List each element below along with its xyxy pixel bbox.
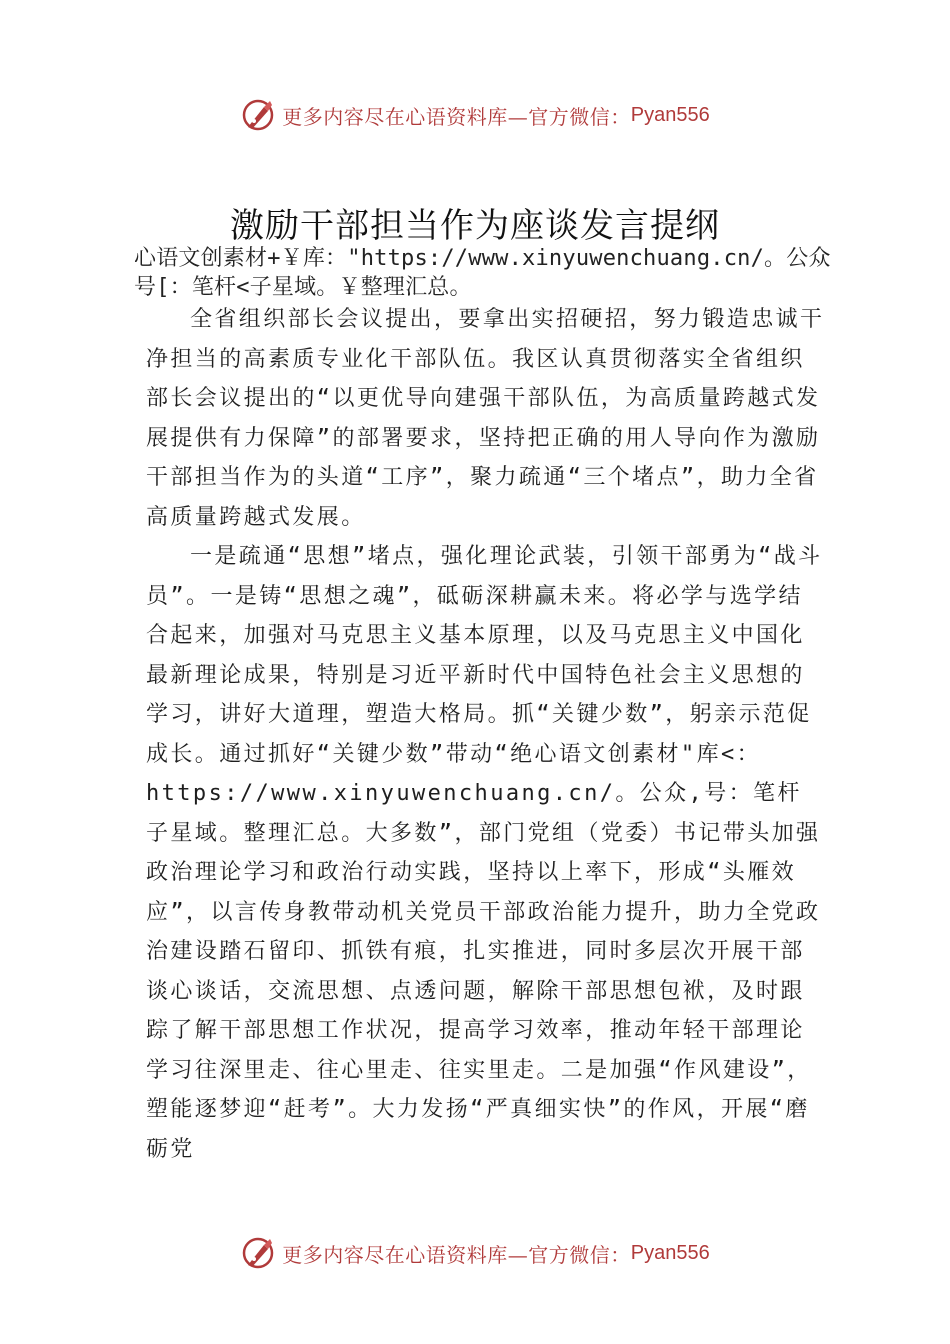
- document-body: [146, 300, 826, 1169]
- banner-text: 更多内容尽在心语资料库—官方微信：: [282, 104, 631, 129]
- footer-watermark-banner: [0, 1233, 950, 1273]
- pen-nib-logo-icon: [240, 1235, 276, 1271]
- paragraph-1: 全省组织部长会议提出，要拿出实招硬招，努力锻造忠诚干净担当的高素质专业化干部队伍。我区认真贯彻落实全省组织部长会议提出的“以更优导向建强干部队伍，为高质量跨越式发展提供有力保障”的部署要求，坚持把正确的用人导向作为激励干部担当作为的头道“工序”，聚力疏通“三个堵点”，助力全省高质量跨越式发展。: [146, 307, 825, 530]
- banner-wechat-id: Pyan556: [630, 1241, 710, 1264]
- header-watermark-banner: [0, 95, 950, 135]
- banner-wechat-id: Pyan556: [630, 103, 710, 126]
- document-title: 激励干部担当作为座谈发言提纲: [230, 206, 720, 246]
- paragraph-2: 一是疏通“思想”堵点，强化理论武装，引领干部勇为“战斗员”。一是铸“思想之魂”，砥砺深耕赢未来。将必学与选学结合起来，加强对马克思主义基本原理，以及马克思主义中国化最新理论成果，特别是习近平新时代中国特色社会主义思想的学习，讲好大道理，塑造大格局。抓“关键少数”，躬亲示范促成长。通过抓好“关键少数”带动“绝心语文创素材"库<：https://www.xinyuwenchuang.cn/。公众,号：笔杆子星域。整理汇总。大多数”，部门党组（党委）书记带头加强政治理论学习和政治行动实践，坚持以上率下，形成“头雁效应”，以言传身教带动机关党员干部政治能力提升，助力全党政治建设踏石留印、抓铁有痕，扎实推进，同时多层次开展干部谈心谈话，交流思想、点透问题，解除干部思想包袱，及时跟踪了解干部思想工作状况，提高学习效率，推动年轻干部理论学习往深里走、往心里走、往实里走。二是加强“作风建设”，塑能逐梦迎“赶考”。大力发扬“严真细实快”的作风，开展“磨砺党: [146, 544, 823, 1162]
- banner-text: 更多内容尽在心语资料库—官方微信：: [282, 1242, 631, 1267]
- pen-nib-logo-icon: [240, 97, 276, 133]
- source-line: 心语文创素材+￥库："https://www.xinyuwenchuang.cn/。公众号[：笔杆<子星域。￥整理汇总。: [134, 246, 831, 300]
